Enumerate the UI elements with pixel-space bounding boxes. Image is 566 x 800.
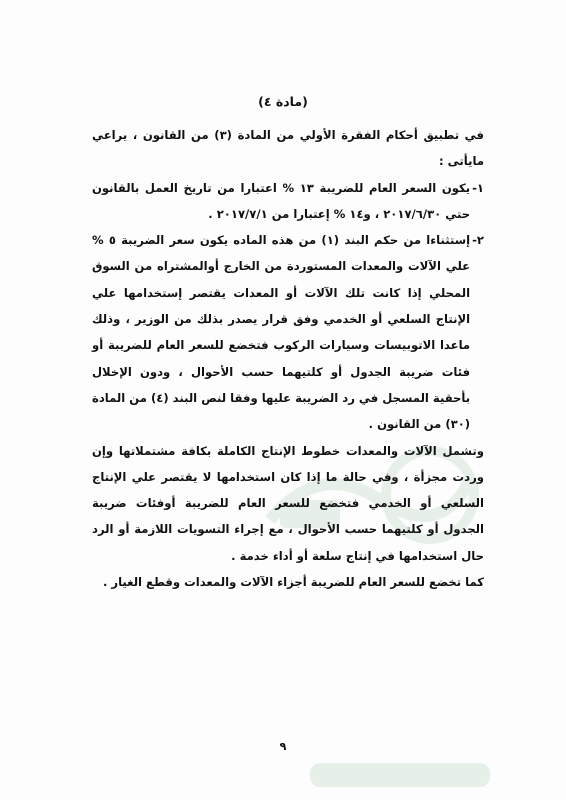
list-item-number: ١-: [472, 180, 484, 195]
article-body: [92, 122, 484, 595]
list-item-number: ٢-: [472, 233, 484, 248]
spare-parts-paragraph: كما تخضع للسعر العام للضريبة أجزاء الآلات والمعدات وقطع الغيار .: [102, 575, 484, 590]
list-item-text: إستثناءا من حكم البند (١) من هذه الماده يكون سعر الضريبة ٥ % علي الآلات والمعدات المستوردة من الخارج أوالمشتراه من السوق المحلي إذا كانت تلك الآلات أو المعدات يقتصر إستخدامها علي الإنتاج السلعي أو الخدمي وفق قرار يصدر بذلك من الوزير ، وذلك ماعدا الاتوبيسات وسيارات الركوب فتخضع للسعر العام للضريبة أو فئات ضريبة الجدول أو كلتيهما حسب الأحوال ، ودون الإخلال بأحقية المسجل في رد الضريبة عليها وفقا لنص البند (٤) من المادة (٣٠) من القانون .: [92, 233, 471, 432]
page-number: ٩: [279, 740, 287, 753]
article-title: (مادة ٤): [258, 94, 308, 109]
machines-paragraph: وتشمل الآلات والمعدات خطوط الإنتاج الكاملة بكافة مشتملاتها وإن وردت مجزأة ، وفي حالة ما إذا كان استخدامها لا يقتصر علي الإنتاج السلعي أو الخدمي فتخضع للسعر العام للضريبة أوفئات ضريبة الجدول أو كلتيهما حسب الأحوال ، مع إجراء التسويات اللازمة أو الرد حال استخدامها في إنتاج سلعة أو أداء خدمة .: [92, 443, 484, 563]
watermark-banner-icon: [300, 755, 500, 795]
intro-paragraph: في تطبيق أحكام الفقرة الأولي من المادة (٣) من القانون ، يراعي مايأتى :: [92, 128, 484, 169]
list-item-2: [92, 227, 484, 437]
list-item-text: يكون السعر العام للضريبة ١٣ % اعتبارا من تاريخ العمل بالقانون حتي ٢٠١٧/٦/٣٠ ، و١٤ % إعتبارا من ٢٠١٧/٧/١ .: [92, 180, 471, 221]
list-item-1: [92, 175, 484, 228]
